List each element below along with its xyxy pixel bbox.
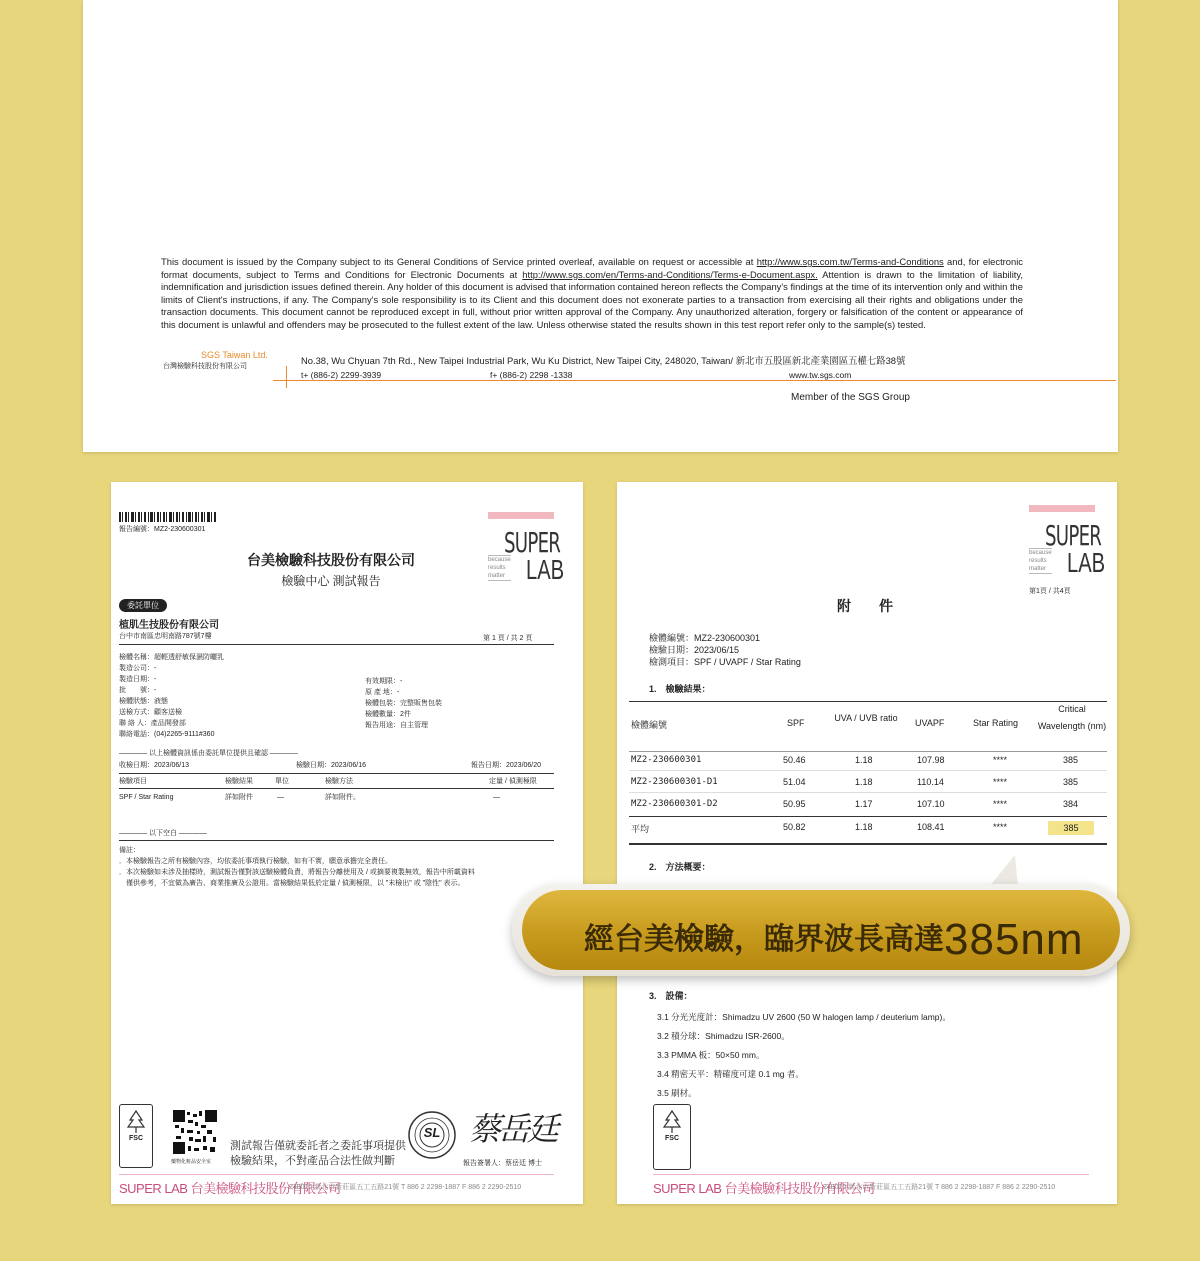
row-rule	[629, 792, 1107, 793]
qr-caption: 藥物化粧品安全室	[171, 1159, 212, 1165]
row-ratio: 1.17	[855, 799, 873, 809]
avg-label: 平均	[631, 824, 650, 834]
result-cell: SPF / Star Rating	[119, 794, 174, 801]
notes-title: 備註：	[119, 847, 140, 854]
avg-ratio: 1.18	[855, 822, 873, 832]
disclaimer-part: Attention is drawn to the limitation of liability, indemnification and jurisdiction issues defined therein. Any holder of this document is advised that information contained hereon reflects the Company's findings at the time of its intervention only and within the limits of Client's instructions, if any. The Company's sole responsibility is to its Client and this document does not exonerate parties to a transaction from exercising all their rights and obligations under the transaction documents. This document cannot be reproduced except in full, without prior written approval of the Company. Any unauthorized alteration, forgery or falsification of the content or appearance of this document is unlawful and offenders may be prosecuted to the fullest extent of the law. Unless otherwise stated the results shown in this test report refer only to the sample(s) tested.	[161, 268, 1023, 330]
result-header-limit: 定量 / 偵測極限	[489, 778, 537, 785]
test-date: 檢驗日期：2023/06/16	[296, 762, 367, 769]
blank-marker: ———— 以下空白 ————	[119, 830, 207, 837]
field: 檢體狀態：液態	[119, 698, 168, 705]
field: 檢體名稱：超輕透舒敏保濕防曬乳	[119, 654, 224, 661]
receive-date: 收檢日期：2023/06/13	[119, 762, 190, 769]
sgs-tel: t+ (886-2) 2299-3939	[301, 370, 382, 380]
barcode	[119, 512, 219, 522]
seal-text	[407, 1125, 457, 1140]
logo-super: SUPER	[1045, 519, 1102, 552]
sgs-fax: f+ (886-2) 2298 -1338	[490, 370, 573, 380]
super-lab-logo	[1029, 505, 1106, 578]
report-subtitle: 檢驗中心 測試報告	[281, 574, 381, 588]
orange-divider	[286, 366, 287, 388]
field: 製造公司：-	[119, 665, 157, 672]
legality-line: 測試報告僅就委託者之委託事項提供	[230, 1140, 406, 1152]
row-sample: MZ2-230600301-D1	[631, 777, 718, 787]
result-header-unit: 單位	[275, 778, 289, 785]
fsc-logo	[653, 1104, 691, 1170]
disclaimer-part: and, for electronic format documents, subject to Terms and Conditions for Electronic Documents at	[161, 256, 1023, 280]
company-title: 台美檢驗科技股份有限公司	[247, 552, 415, 568]
avg-spf: 50.82	[783, 822, 806, 832]
fsc-label: FSC	[129, 1135, 143, 1142]
meta-line: 檢體編號：MZ2-230600301	[649, 633, 761, 643]
signer: 報告簽署人：蔡岳廷 博士	[463, 1160, 542, 1167]
sgs-name: SGS Taiwan Ltd.	[201, 350, 268, 360]
row-wavelength: 384	[1063, 799, 1079, 809]
result-cell: —	[277, 794, 284, 801]
equipment-item: 3.5 刷材。	[657, 1088, 697, 1098]
fsc-logo	[119, 1104, 153, 1168]
divider	[119, 840, 554, 841]
field: 報告用途：自主管理	[365, 722, 428, 729]
highlight-banner	[512, 884, 1130, 976]
appendix-title: 附 件	[837, 598, 893, 614]
field: 製造日期：-	[119, 676, 157, 683]
client-address: 台中市南區忠明南路787號7樓	[119, 633, 212, 640]
divider	[119, 644, 554, 645]
field: 批 號：-	[119, 687, 157, 694]
row-wavelength: 385	[1063, 755, 1079, 765]
field: 檢體包裝：完整販售包裝	[365, 700, 442, 707]
appendix-meta	[649, 632, 801, 668]
tree-icon	[654, 1107, 690, 1137]
equipment-item: 3.2 積分球：Shimadzu ISR-2600。	[657, 1031, 790, 1041]
logo-lab: LAB	[1067, 547, 1106, 578]
sgs-name-zh: 台灣檢驗科技股份有限公司	[163, 363, 247, 370]
result-cell: 詳如附件。	[325, 794, 360, 801]
fsc-label: FSC	[665, 1135, 679, 1142]
avg-uvapf: 108.41	[917, 822, 945, 832]
row-uvapf: 110.14	[917, 777, 944, 787]
legality-disclaimer	[230, 1139, 406, 1169]
th-wavelength: Critical Wavelength (nm)	[1037, 704, 1107, 731]
row-ratio: 1.18	[855, 777, 873, 787]
result-cell: 詳如附件	[225, 794, 253, 801]
note-line: ．本檢驗報告之所有檢驗內容，均依委託事項執行檢驗，如有不實，願意承擔完全責任。	[119, 858, 392, 865]
page-number: 第1頁 / 共4頁	[1029, 588, 1071, 595]
footer-address: 248020 新北市新莊區五工五路21號 T 886 2 2298-1887 F 886 2 2290-2510	[823, 1184, 1056, 1191]
equipment-item: 3.1 分光光度計：Shimadzu UV 2600 (50 W halogen lamp / deuterium lamp)。	[657, 1012, 951, 1022]
row-sample: MZ2-230600301-D2	[631, 799, 718, 809]
disclaimer-part: This document is issued by the Company subject to its General Conditions of Service printed overleaf, available on request or accessible at	[161, 256, 757, 267]
orange-rule	[273, 380, 1116, 381]
sgs-member: Member of the SGS Group	[791, 392, 910, 403]
logo-bar	[1029, 505, 1095, 512]
table-header-rule	[629, 751, 1107, 752]
row-rule	[629, 770, 1107, 771]
row-spf: 50.95	[783, 799, 806, 809]
section-results: 1. 檢驗結果：	[649, 684, 711, 694]
footer-brand-label: SUPER LAB 台美檢驗科技股份有限公司	[119, 1181, 341, 1196]
th-uvapf: UVAPF	[915, 718, 945, 728]
field: 檢體數量：2件	[365, 711, 411, 718]
banner-gold-fill	[522, 890, 1120, 970]
section-method: 2. 方法概要：	[649, 862, 711, 872]
row-star: ****	[993, 755, 1008, 765]
logo-tag-line: results	[1029, 558, 1047, 564]
banner-caption: 經台美檢驗，臨界波長高達	[584, 923, 944, 956]
banner-text	[584, 910, 1084, 964]
th-sample: 檢體編號	[631, 720, 668, 730]
logo-tag-line: because	[488, 557, 511, 563]
report-number: 報告編號：MZ2-230600301	[119, 526, 206, 533]
equipment-item: 3.3 PMMA 板：50×50 mm。	[657, 1050, 765, 1060]
th-star: Star Rating	[973, 718, 1019, 728]
legality-line: 檢驗結果，不對產品合法性做判斷	[230, 1155, 395, 1167]
row-uvapf: 107.10	[917, 799, 945, 809]
appendix-page	[617, 482, 1117, 1204]
disclaimer-text	[161, 256, 1023, 332]
sgs-address: No.38, Wu Chyuan 7th Rd., New Taipei Industrial Park, Wu Ku District, New Taipei City, 248020, Taiwan/ 新北市五股區新北產業園區五權七路38號	[301, 355, 906, 366]
row-star: ****	[993, 799, 1008, 809]
avg-star: ****	[993, 822, 1008, 832]
logo-tag-line: because	[1029, 550, 1052, 556]
signature: 蔡岳廷	[469, 1110, 557, 1148]
client-pill: 委託單位	[119, 599, 167, 612]
equipment-item: 3.4 精密天平：精確度可達 0.1 mg 者。	[657, 1069, 804, 1079]
tree-icon	[120, 1107, 152, 1137]
meta-line: 檢驗日期：2023/06/15	[649, 645, 740, 655]
footer-rule	[653, 1174, 1089, 1175]
terms-link[interactable]: http://www.sgs.com.tw/Terms-and-Conditions	[756, 256, 944, 267]
row-uvapf: 107.98	[917, 755, 945, 765]
table-bottom-rule	[629, 843, 1107, 845]
sample-fields-left	[119, 652, 224, 740]
divider	[119, 773, 554, 774]
section-equipment: 3. 設備：	[649, 991, 693, 1001]
avg-top-rule	[629, 816, 1107, 817]
field: 送檢方式：顧客送檢	[119, 709, 182, 716]
field: 原 產 地：-	[365, 689, 400, 696]
seal-label: SL	[423, 1125, 441, 1140]
note-line: 僅供參考，不宜做為廣告、商業推廣及公證用。當檢驗結果低於定量 / 偵測極限，以 "未檢出" 或 "陰性" 表示。	[119, 880, 465, 887]
field: 聯 絡 人：產品開發部	[119, 720, 186, 727]
th-ratio: UVA / UVB ratio	[834, 713, 898, 723]
banner-value: 385nm	[944, 915, 1084, 964]
logo-lab: LAB	[526, 554, 565, 585]
meta-line: 檢測項目：SPF / UVAPF / Star Rating	[649, 657, 801, 667]
result-header-item: 檢驗項目	[119, 778, 147, 785]
confirm-note: ———— 以上檢體資訊係由委託單位提供且確認 ————	[119, 750, 298, 757]
row-ratio: 1.18	[855, 755, 873, 765]
row-wavelength: 385	[1063, 777, 1079, 787]
logo-tag-line: matter	[1029, 566, 1047, 572]
avg-wavelength-highlight: 385	[1048, 821, 1094, 835]
result-header-result: 檢驗結果	[225, 778, 253, 785]
sgs-web[interactable]: www.tw.sgs.com	[789, 370, 852, 380]
client-name: 植肌生技股份有限公司	[119, 620, 219, 631]
sgs-disclaimer-page	[83, 0, 1118, 452]
logo-super: SUPER	[504, 526, 561, 559]
sample-fields-right	[365, 676, 442, 731]
qr-code	[173, 1110, 217, 1154]
footer-brand-label: SUPER LAB 台美檢驗科技股份有限公司	[653, 1181, 875, 1196]
logo-tag-line: results	[488, 565, 506, 571]
result-cell: —	[493, 794, 500, 801]
notes	[119, 856, 475, 889]
report-date: 報告日期：2023/06/20	[471, 762, 542, 769]
footer-address: 248020 新北市新莊區五工五路21號 T 886 2 2298-1887 F 886 2 2290-2510	[289, 1184, 522, 1191]
row-sample: MZ2-230600301	[631, 755, 702, 765]
divider	[119, 788, 554, 789]
footer-rule	[119, 1174, 554, 1175]
row-spf: 50.46	[783, 755, 806, 765]
note-line: ．本次檢驗如未涉及抽樣時，測試報告僅對該送驗檢體負責，將報告分離使用及 / 或摘要複製無效，報告中所載資料	[119, 869, 475, 876]
field: 聯絡電話：(04)2265-9111#360	[119, 731, 215, 738]
logo-bar	[488, 512, 554, 519]
equipment-list	[657, 1008, 951, 1103]
e-terms-link[interactable]: http://www.sgs.com/en/Terms-and-Conditions/Terms-e-Document.aspx.	[522, 268, 818, 280]
th-spf: SPF	[787, 718, 805, 728]
result-header-method: 檢驗方法	[325, 778, 353, 785]
logo-tag-line: matter	[488, 573, 506, 579]
test-report-page	[111, 482, 583, 1204]
table-top-rule	[629, 701, 1107, 702]
row-spf: 51.04	[783, 777, 806, 787]
page-number: 第 1 頁 / 共 2 頁	[483, 635, 533, 642]
field: 有效期限：-	[365, 678, 403, 685]
logo-tag	[1029, 548, 1052, 574]
row-star: ****	[993, 777, 1008, 787]
